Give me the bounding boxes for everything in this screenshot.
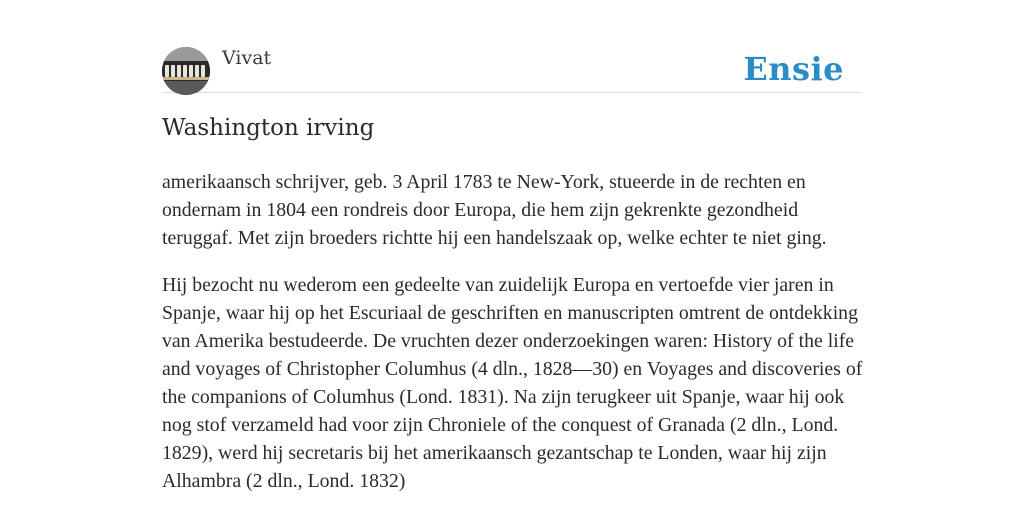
article-paragraph: Hij bezocht nu wederom een gedeelte van zuidelijk Europa en vertoefde vier jaren in Spanje, waar hij op het Escuriaal de geschriften en manuscripten omtrent de ontdekking van Amerika bestudeerde. De vruchten dezer onderzoekingen waren: History of the life and voyages of Christopher Columhus (4 dln., 1828—30) en Voyages and discoveries of the companions of Columhus (Lond. 1831). Na zijn terugkeer uit Spanje, waar hij ook nog stof verzameld had voor zijn Chroniele of the conquest of Granada (2 dln., Lond. 1829), werd hij secretaris bij het amerikaansch gezantschap te Londen, waar hij zijn Alhambra (2 dln., Lond. 1832) bbox=[162, 274, 863, 492]
ensie-logo[interactable]: Ensie bbox=[743, 50, 844, 88]
article-body bbox=[162, 168, 866, 512]
article-paragraph: amerikaansch schrijver, geb. 3 April 1783 te New-York, stueerde in de rechten en ondernam in 1804 een rondreis door Europa, die hem zijn gekrenkte gezondheid teruggaf. Met zijn broeders richtte hij een handelszaak op, welke echter te niet ging. bbox=[162, 171, 827, 249]
page-title: Washington irving bbox=[162, 115, 375, 141]
author-avatar[interactable] bbox=[162, 47, 210, 95]
site-header bbox=[162, 46, 862, 93]
author-name[interactable]: Vivat bbox=[222, 47, 272, 69]
typewriter-keys-icon bbox=[162, 47, 210, 95]
